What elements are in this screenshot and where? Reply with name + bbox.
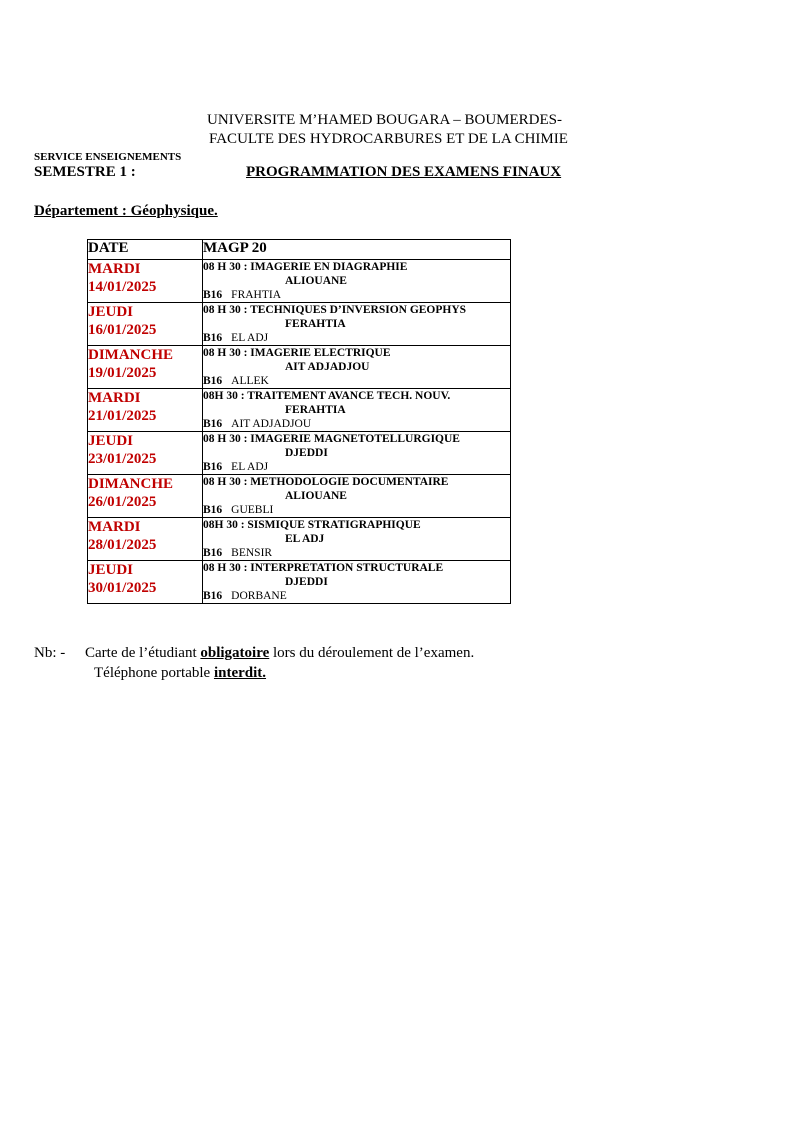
exam-subject: 08 H 30 : IMAGERIE EN DIAGRAPHIE bbox=[203, 261, 408, 273]
faculty-name: FACULTE DES HYDROCARBURES ET DE LA CHIMIE bbox=[209, 131, 568, 147]
exam-date-cell bbox=[88, 303, 203, 346]
exam-date-cell bbox=[88, 475, 203, 518]
table-header-row bbox=[88, 240, 511, 260]
table-row bbox=[88, 389, 511, 432]
service-label: SERVICE ENSEIGNEMENTS bbox=[34, 151, 182, 163]
exam-date-cell bbox=[88, 389, 203, 432]
exam-teacher: ALIOUANE bbox=[285, 275, 347, 287]
note-label: Nb: - bbox=[34, 645, 66, 661]
exam-schedule-table bbox=[87, 239, 511, 604]
exam-day: DIMANCHE bbox=[88, 476, 173, 492]
exam-supervisor: GUEBLI bbox=[231, 504, 274, 516]
exam-date-cell bbox=[88, 432, 203, 475]
semester-label: SEMESTRE 1 : bbox=[34, 164, 136, 180]
exam-details-cell bbox=[203, 475, 511, 518]
exam-subject: 08 H 30 : TECHNIQUES D’INVERSION GEOPHYS bbox=[203, 304, 467, 316]
exam-supervisor: EL ADJ bbox=[231, 332, 269, 344]
exam-subject: 08 H 30 : IMAGERIE ELECTRIQUE bbox=[203, 347, 391, 359]
exam-details-cell bbox=[203, 346, 511, 389]
exam-room-line bbox=[203, 589, 510, 603]
exam-supervisor: FRAHTIA bbox=[231, 289, 282, 301]
exam-subject: 08 H 30 : IMAGERIE MAGNETOTELLURGIQUE bbox=[203, 433, 460, 445]
exam-supervisor: ALLEK bbox=[231, 375, 269, 387]
page-title: PROGRAMMATION DES EXAMENS FINAUX bbox=[246, 164, 562, 180]
column-header-date: DATE bbox=[88, 240, 203, 260]
exam-day: JEUDI bbox=[88, 562, 134, 578]
note-line-2 bbox=[94, 665, 266, 682]
exam-date-cell bbox=[88, 346, 203, 389]
exam-room: B16 bbox=[203, 461, 223, 473]
exam-teacher: DJEDDI bbox=[285, 576, 328, 588]
exam-room-line bbox=[203, 417, 510, 431]
exam-teacher: FERAHTIA bbox=[285, 318, 346, 330]
exam-subject: 08 H 30 : METHODOLOGIE DOCUMENTAIRE bbox=[203, 476, 449, 488]
exam-room-line bbox=[203, 374, 510, 388]
exam-supervisor: EL ADJ bbox=[231, 461, 269, 473]
exam-details-cell bbox=[203, 389, 511, 432]
department-label: Département : Géophysique. bbox=[34, 203, 218, 219]
exam-date: 16/01/2025 bbox=[88, 322, 157, 338]
exam-room: B16 bbox=[203, 418, 223, 430]
exam-day: MARDI bbox=[88, 261, 141, 277]
table-row bbox=[88, 432, 511, 475]
exam-teacher: EL ADJ bbox=[285, 533, 325, 545]
exam-room-line bbox=[203, 546, 510, 560]
note-line-1 bbox=[85, 645, 474, 662]
exam-room: B16 bbox=[203, 375, 223, 387]
exam-subject: 08H 30 : TRAITEMENT AVANCE TECH. NOUV. bbox=[203, 390, 451, 402]
exam-room-line bbox=[203, 288, 510, 302]
exam-room: B16 bbox=[203, 289, 223, 301]
exam-day: MARDI bbox=[88, 519, 141, 535]
note-line-1-emphasis: obligatoire bbox=[200, 645, 270, 661]
exam-date: 23/01/2025 bbox=[88, 451, 157, 467]
exam-subject: 08H 30 : SISMIQUE STRATIGRAPHIQUE bbox=[203, 519, 421, 531]
exam-teacher: ALIOUANE bbox=[285, 490, 347, 502]
exam-day: JEUDI bbox=[88, 304, 134, 320]
table-row bbox=[88, 346, 511, 389]
exam-rows bbox=[88, 260, 511, 604]
table-row bbox=[88, 561, 511, 604]
table-row bbox=[88, 518, 511, 561]
exam-details-cell bbox=[203, 432, 511, 475]
exam-details-cell bbox=[203, 518, 511, 561]
exam-date: 26/01/2025 bbox=[88, 494, 157, 510]
exam-date: 14/01/2025 bbox=[88, 279, 157, 295]
note-line-2-text: Téléphone portable bbox=[94, 665, 214, 681]
exam-teacher: DJEDDI bbox=[285, 447, 328, 459]
exam-day: MARDI bbox=[88, 390, 141, 406]
exam-day: JEUDI bbox=[88, 433, 134, 449]
note-line-2-emphasis: interdit. bbox=[213, 665, 267, 681]
exam-room-line bbox=[203, 331, 510, 345]
exam-supervisor: BENSIR bbox=[231, 547, 273, 559]
university-name: UNIVERSITE M’HAMED BOUGARA – BOUMERDES- bbox=[207, 112, 563, 128]
exam-details-cell bbox=[203, 303, 511, 346]
exam-supervisor: AIT ADJADJOU bbox=[231, 418, 312, 430]
note-line-1-end: lors du déroulement de l’examen. bbox=[269, 645, 475, 661]
exam-subject: 08 H 30 : INTERPRETATION STRUCTURALE bbox=[203, 562, 444, 574]
exam-day: DIMANCHE bbox=[88, 347, 173, 363]
exam-date-cell bbox=[88, 260, 203, 303]
exam-room: B16 bbox=[203, 332, 223, 344]
exam-details-cell bbox=[203, 561, 511, 604]
exam-date-cell bbox=[88, 561, 203, 604]
column-header-group: MAGP 20 bbox=[203, 240, 511, 260]
exam-date-cell bbox=[88, 518, 203, 561]
exam-teacher: AIT ADJADJOU bbox=[285, 361, 370, 373]
exam-date: 28/01/2025 bbox=[88, 537, 157, 553]
exam-date: 21/01/2025 bbox=[88, 408, 157, 424]
exam-room: B16 bbox=[203, 504, 223, 516]
exam-room: B16 bbox=[203, 547, 223, 559]
exam-room-line bbox=[203, 460, 510, 474]
exam-date: 30/01/2025 bbox=[88, 580, 157, 596]
exam-room: B16 bbox=[203, 590, 223, 602]
exam-supervisor: DORBANE bbox=[231, 590, 287, 602]
exam-teacher: FERAHTIA bbox=[285, 404, 346, 416]
note-line-1-text: Carte de l’étudiant bbox=[85, 645, 201, 661]
exam-date: 19/01/2025 bbox=[88, 365, 157, 381]
exam-room-line bbox=[203, 503, 510, 517]
exam-details-cell bbox=[203, 260, 511, 303]
table-row bbox=[88, 475, 511, 518]
table-row bbox=[88, 260, 511, 303]
table-row bbox=[88, 303, 511, 346]
